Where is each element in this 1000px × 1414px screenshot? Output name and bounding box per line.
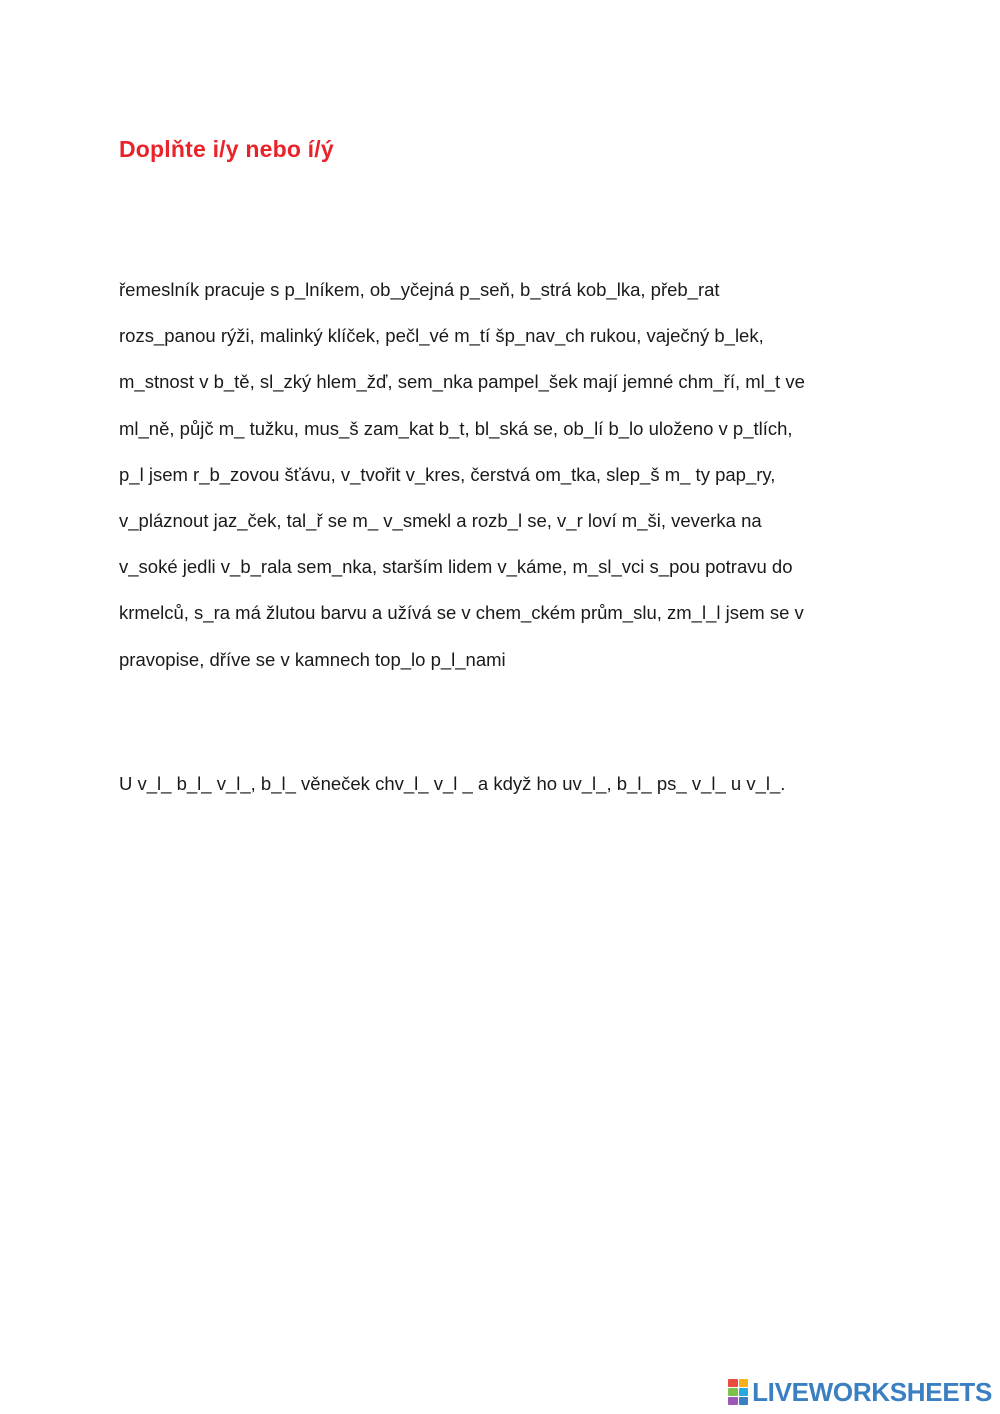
exercise-line: krmelců, s_ra má žlutou barvu a užívá se v chem_ckém prům_slu, zm_l_l jsem se v [119, 602, 804, 624]
exercise-line: m_stnost v b_tě, sl_zký hlem_žď, sem_nka pampel_šek mají jemné chm_ří, ml_t ve [119, 371, 805, 393]
exercise-line: pravopise, dříve se v kamnech top_lo p_l_nami [119, 648, 506, 670]
tongue-twister-sentence: U v_l_ b_l_ v_l_, b_l_ věneček chv_l_ v_l _ a když ho uv_l_, b_l_ ps_ v_l_ u v_l_. [119, 773, 786, 794]
exercise-line: rozs_panou rýži, malinký klíček, pečl_vé m_tí šp_nav_ch rukou, vaječný b_lek, [119, 325, 764, 347]
worksheet-title: Doplňte i/y nebo í/ý [119, 136, 334, 162]
liveworksheets-logo-text: LIVEWORKSHEETS [752, 1376, 992, 1407]
liveworksheets-logo-icon [728, 1379, 748, 1405]
exercise-paragraph [119, 276, 889, 692]
exercise-line: ml_ně, půjč m_ tužku, mus_š zam_kat b_t, bl_ská se, ob_lí b_lo uloženo v p_tlích, [119, 417, 793, 439]
exercise-line: řemeslník pracuje s p_lníkem, ob_yčejná p_seň, b_strá kob_lka, přeb_rat [119, 279, 720, 300]
exercise-line: p_l jsem r_b_zovou šťávu, v_tvořit v_kres, čerstvá om_tka, slep_š m_ ty pap_ry, [119, 463, 776, 485]
exercise-line: v_soké jedli v_b_rala sem_nka, starším lidem v_káme, m_sl_vci s_pou potravu do [119, 556, 793, 578]
liveworksheets-logo[interactable] [728, 1376, 992, 1408]
exercise-line: v_pláznout jaz_ček, tal_ř se m_ v_smekl a rozb_l se, v_r loví m_ši, veverka na [119, 509, 762, 531]
